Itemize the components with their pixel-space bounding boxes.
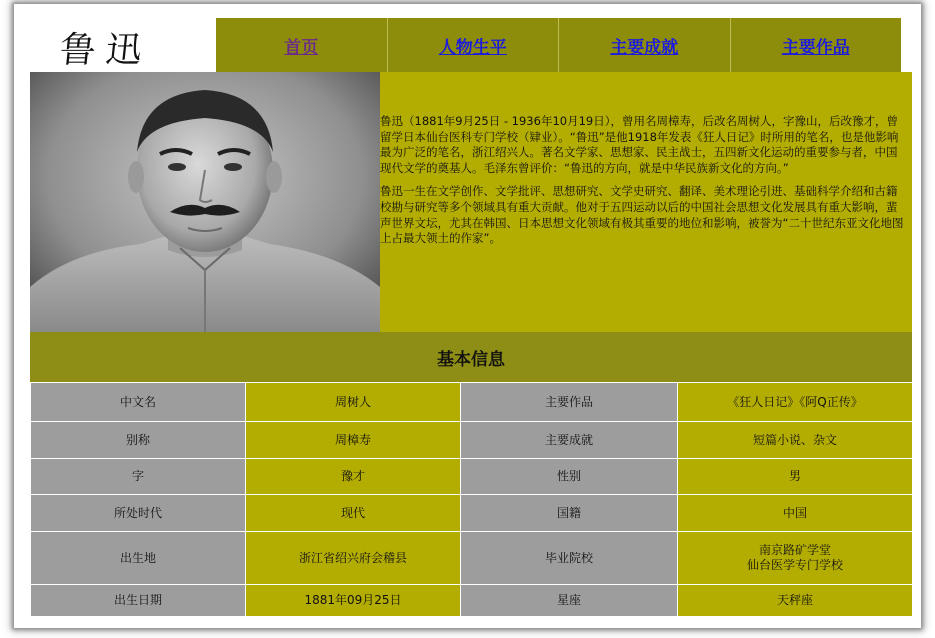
info-value-line: 南京路矿学堂: [758, 543, 831, 557]
info-key: 字: [31, 459, 246, 495]
info-key: 出生地: [31, 532, 246, 585]
info-value: 中国: [678, 495, 913, 532]
info-key: 毕业院校: [461, 532, 678, 585]
info-value-multiline: [678, 532, 913, 585]
info-value: 《狂人日记》《阿Q正传》: [678, 383, 913, 422]
bio-panel: [380, 72, 912, 332]
info-key: 所处时代: [31, 495, 246, 532]
info-value: 现代: [246, 495, 461, 532]
info-value: 豫才: [246, 459, 461, 495]
nav-link-achievements[interactable]: 主要成就: [558, 18, 730, 72]
info-key: 中文名: [31, 383, 246, 422]
table-row: [31, 585, 913, 617]
table-row: [31, 495, 913, 532]
info-value: 男: [678, 459, 913, 495]
bio-paragraph-intro: 鲁迅（1881年9月25日 - 1936年10月19日），曾用名周樟寿，后改名周树人，字豫山，后改豫才，曾留学日本仙台医科专门学校（肄业）。“鲁迅”是他1918年发表《狂人日记》时所用的笔名，也是他影响最为广泛的笔名，浙江绍兴人。著名文学家、思想家、民主战士，五四新文化运动的重要参与者，中国现代文学的奠基人。毛泽东曾评价：“鲁迅的方向，就是中华民族新文化的方向。”: [380, 114, 899, 175]
nav-link-works[interactable]: 主要作品: [730, 18, 902, 72]
nav-link-home[interactable]: 首页: [216, 18, 387, 72]
info-key: 出生日期: [31, 585, 246, 617]
info-value: 浙江省绍兴府会稽县: [246, 532, 461, 585]
info-value-line: 仙台医学专门学校: [746, 558, 843, 572]
basic-info-heading: 基本信息: [30, 332, 912, 382]
info-key: 国籍: [461, 495, 678, 532]
info-key: 主要作品: [461, 383, 678, 422]
bio-paragraph-contributions: 鲁迅一生在文学创作、文学批评、思想研究、文学史研究、翻译、美术理论引进、基础科学介绍和古籍校勘与研究等多个领域具有重大贡献。他对于五四运动以后的中国社会思想文化发展具有重大影响，蜚声世界文坛，尤其在韩国、日本思想文化领域有极其重要的地位和影响，被誉为“二十世纪东亚文化地图上占最大领土的作家”。: [380, 184, 904, 246]
info-value: 天秤座: [678, 585, 913, 617]
main-nav: [216, 18, 901, 72]
info-key: 性别: [461, 459, 678, 495]
table-row: [31, 459, 913, 495]
site-logo[interactable]: 鲁迅: [57, 30, 154, 71]
table-row: [31, 383, 913, 422]
info-key: 别称: [31, 422, 246, 459]
table-row: [31, 532, 913, 585]
nav-link-biography[interactable]: 人物生平: [387, 18, 559, 72]
basic-info-table: [30, 382, 913, 617]
table-row: [31, 422, 913, 459]
portrait-photo: [30, 72, 380, 332]
info-value: 周树人: [246, 383, 461, 422]
portrait-illustration: [30, 72, 380, 332]
info-value: 短篇小说、杂文: [678, 422, 913, 459]
info-value: 1881年09月25日: [246, 585, 461, 617]
info-key: 星座: [461, 585, 678, 617]
info-value: 周樟寿: [246, 422, 461, 459]
info-key: 主要成就: [461, 422, 678, 459]
